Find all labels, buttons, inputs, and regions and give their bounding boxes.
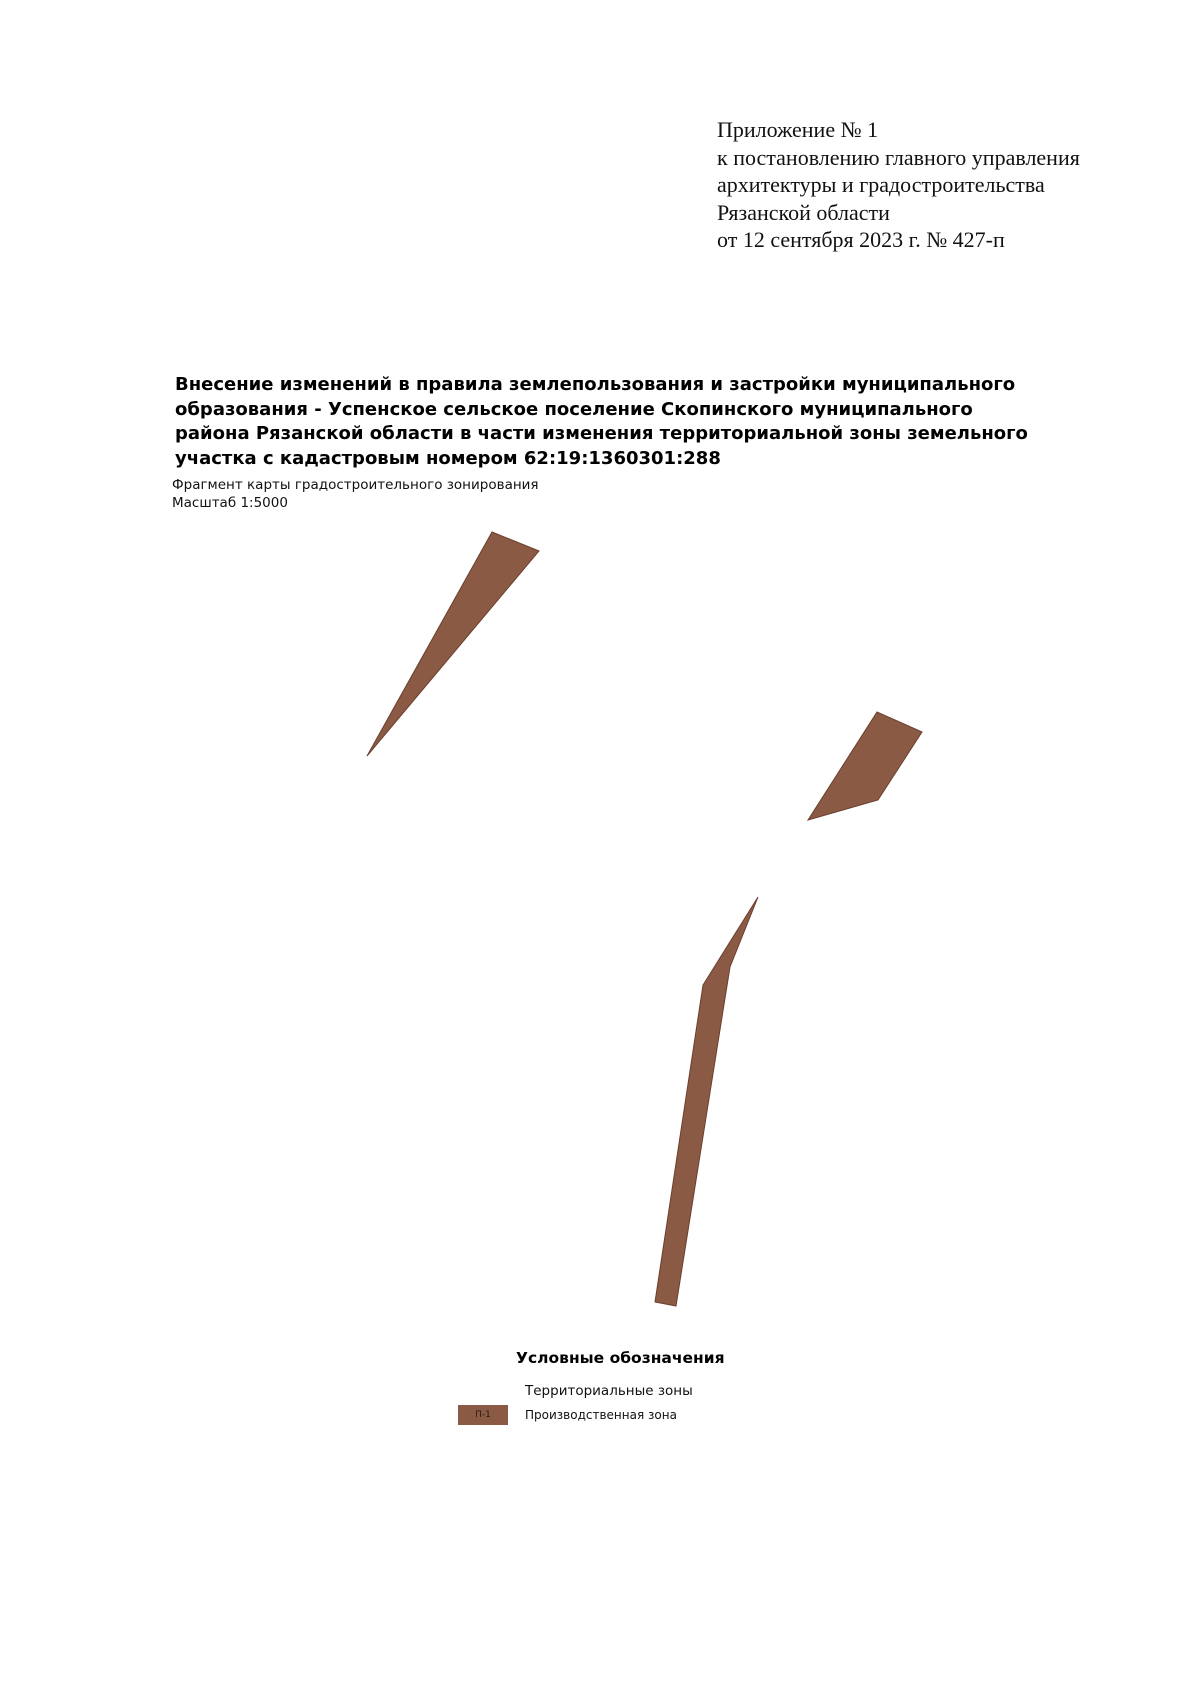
legend-swatch-p1 [458, 1405, 508, 1425]
title-line: района Рязанской области в части изменения территориальной зоны земельного [175, 423, 1028, 444]
zone-polygon-south[interactable] [655, 897, 758, 1306]
annex-line: к постановлению главного управления [717, 144, 1080, 170]
legend-swatch-code: П-1 [475, 1410, 491, 1420]
annex-line: архитектуры и градостроительства [717, 172, 1045, 197]
zone-polygon-east[interactable] [808, 712, 922, 820]
annex-line: от 12 сентября 2023 г. № 427-п [717, 227, 1005, 252]
title-line: участка с кадастровым номером 62:19:1360301:288 [175, 447, 721, 469]
annex-line: Рязанской области [717, 199, 890, 225]
legend-item-label: Производственная зона [525, 1408, 677, 1422]
zone-polygon-north[interactable] [367, 532, 539, 756]
legend-group-label: Территориальные зоны [525, 1383, 693, 1399]
scale-caption: Масштаб 1:5000 [172, 495, 288, 511]
annex-line: Приложение № 1 [717, 117, 879, 142]
fragment-caption: Фрагмент карты градостроительного зонирования [172, 477, 539, 493]
legend-title: Условные обозначения [516, 1349, 725, 1367]
title-line: образования - Успенское сельское поселение Скопинского муниципального [175, 398, 973, 420]
title-line: Внесение изменений в правила землепользования и застройки муниципального [175, 374, 1016, 395]
